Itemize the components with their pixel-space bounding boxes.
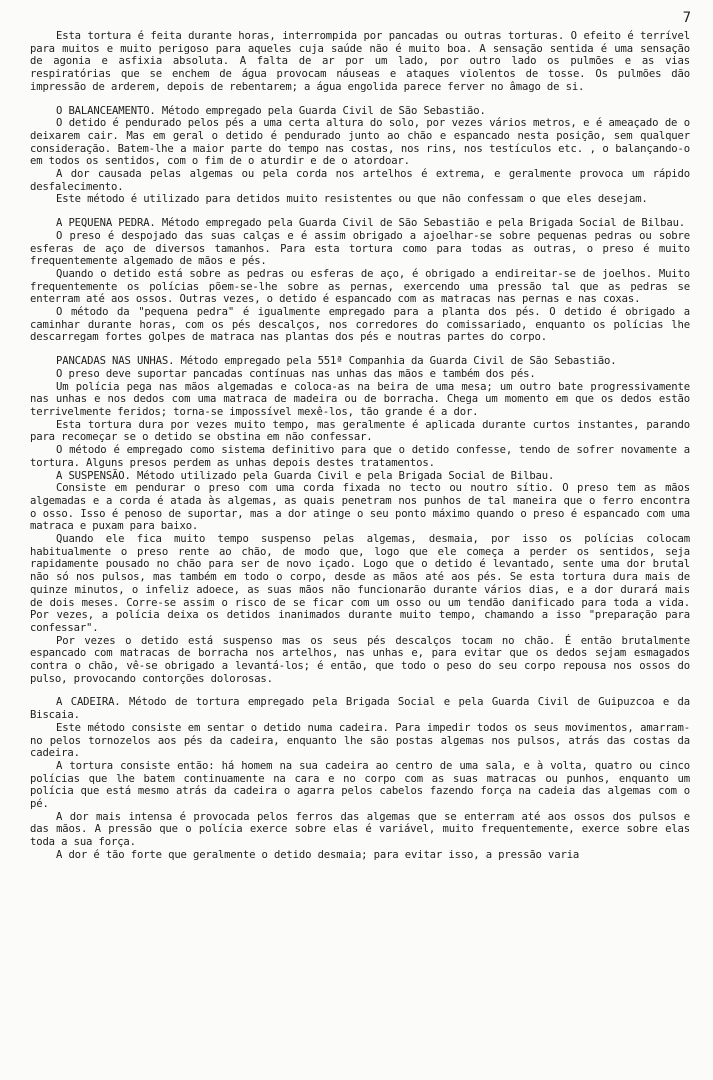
paragraph: Esta tortura dura por vezes muito tempo, mas geralmente é aplicada durante curtos instantes, parando para recomeçar se o detido se obstina em não confessar. xyxy=(30,418,690,444)
section-heading-cadeira: A CADEIRA. Método de tortura empregado pela Brigada Social e pela Guarda Civil de Guipuzcoa e da Biscaia. xyxy=(30,696,690,722)
paragraph: Um polícia pega nas mãos algemadas e coloca-as na beira de uma mesa; um outro bate progressivamente nas unhas e nos dedos com uma matraca de madeira ou de borracha. Chega um momento em que os dedos estão terrivelmente feridos; torna-se impossível mexê-los, tão grande é a dor. xyxy=(30,380,690,418)
paragraph: Quando ele fica muito tempo suspenso pelas algemas, desmaia, por isso os polícias colocam habitualmente o preso rente ao chão, de modo que, logo que ele começa a perder os sentidos, seja rapidamente pousado no chão para ser de novo içado. Logo que o detido é levantado, sente uma dor brutal não só nos pulsos, mas também em todo o corpo, desde as mãos até aos pés. Se esta tortura dura mais de quinze minutos, o infeliz adoece, as suas mãos não funcionarão durante vários dias, e a dor durará mais de dois meses. Corre-se assim o risco de se ficar com um osso ou um tendão danificado para toda a vida. Por vezes, a polícia deixa os detidos inanimados durante muito tempo, chamando a isso "preparação para confessar". xyxy=(30,533,690,634)
paragraph: Este método consiste em sentar o detido numa cadeira. Para impedir todos os seus movimentos, amarram-no pelos tornozelos aos pés da cadeira, enquanto lhe são postas algemas nos pulsos, atrás das costas da cadeira. xyxy=(30,721,690,760)
section-heading-pequena-pedra: A PEQUENA PEDRA. Método empregado pela Guarda Civil de São Sebastião e pela Brigada Social de Bilbau. xyxy=(56,217,686,230)
paragraph: A dor é tão forte que geralmente o detido desmaia; para evitar isso, a pressão varia xyxy=(56,848,580,861)
page-number: 7 xyxy=(682,10,691,26)
paragraph: Quando o detido está sobre as pedras ou esferas de aço, é obrigado a endireitar-se de joelhos. Muito frequentemente os polícias põem-se-lhe sobre as pernas, exercendo uma pressão tal que as pedras se enterram até aos ossos. Outras vezes, o detido é espancado com as matracas nas pernas e nas coxas. xyxy=(30,267,690,306)
paragraph: Consiste em pendurar o preso com uma corda fixada no tecto ou noutro sítio. O preso tem as mãos algemadas e a corda é atada às algemas, as quais penetram nos punhos de tal maneira que o ferro encontra o osso. Isso é penoso de suportar, mas a dor atinge o seu ponto máximo quando o preso é espancado com uma matraca e puxam para baixo. xyxy=(30,482,690,533)
document-body xyxy=(30,30,690,862)
paragraph: Este método é utilizado para detidos muito resistentes ou que não confessam o que eles desejam. xyxy=(56,193,648,206)
section-heading-balanceamento: O BALANCEAMENTO. Método empregado pela Guarda Civil de São Sebastião. xyxy=(56,104,486,117)
paragraph: A tortura consiste então: há homem na sua cadeira ao centro de uma sala, e à volta, quatro ou cinco polícias que lhe batem continuamente na cara e no corpo com as suas matracas ou punhos, enquanto um polícia que está mesmo atrás da cadeira o agarra pelos cabelos fazendo força na cadeia das algemas com o pé. xyxy=(30,759,690,811)
paragraph: O método é empregado como sistema definitivo para que o detido confesse, tendo de sofrer novamente a tortura. Alguns presos perdem as unhas depois destes tratamentos. xyxy=(30,444,690,469)
section-heading-suspensao: A SUSPENSÃO. Método utilizado pela Guarda Civil e pela Brigada Social de Bilbau. xyxy=(56,469,555,482)
paragraph: Esta tortura é feita durante horas, interrompida por pancadas ou outras torturas. O efeito é terrível para muitos e muito perigoso para aqueles cuja saúde não é muito boa. A sensação sentida é uma sensação de agonia e asfixia absoluta. A falta de ar por um lado, por outro lado os pulmões e as vias respiratórias que se enchem de água provocam náuseas e ataques violentos de tosse. Os pulmões dão impressão de arderem, depois de rebentarem; a água engolida parece ferver no âmago de si. xyxy=(30,30,690,93)
section-heading-pancadas-nas-unhas: PANCADAS NAS UNHAS. Método empregado pela 551ª Companhia da Guarda Civil de São Sebastião. xyxy=(56,355,617,368)
paragraph: O preso é despojado das suas calças e é assim obrigado a ajoelhar-se sobre pequenas pedras ou sobre esferas de aço de diversos tamanhos. Para esta tortura como para todas as outras, o preso é muito frequentemente algemado de mãos e pés. xyxy=(30,229,690,268)
paragraph: O método da "pequena pedra" é igualmente empregado para a planta dos pés. O detido é obrigado a caminhar durante horas, com os pés descalços, nos corredores do comissariado, enquanto os polícias lhe descarregam fortes golpes de matraca nas plantas dos pés e noutras partes do corpo. xyxy=(30,306,690,344)
paragraph: Por vezes o detido está suspenso mas os seus pés descalços tocam no chão. É então brutalmente espancado com matracas de borracha nos artelhos, nas unhas e, para evitar que os dedos sejam esmagados contra o chão, vê-se obrigado a levantá-los; é então, que todo o peso do seu corpo repousa nos ossos do pulso, provocando contorções dolorosas. xyxy=(30,634,690,685)
paragraph: A dor causada pelas algemas ou pela corda nos artelhos é extrema, e geralmente provoca um rápido desfalecimento. xyxy=(30,168,690,193)
paragraph: A dor mais intensa é provocada pelos ferros das algemas que se enterram até aos ossos dos pulsos e das mãos. A pressão que o polícia exerce sobre elas é variável, muito frequentemente, exerce sobre elas toda a sua força. xyxy=(30,810,690,849)
paragraph: O detido é pendurado pelos pés a uma certa altura do solo, por vezes vários metros, e é ameaçado de o deixarem cair. Mas em geral o detido é pendurado junto ao chão e espancado nesta posição, sem qualquer consideração. Batem-lhe a maior parte do tempo nas costas, nos rins, nos testículos etc. , o balançando-o em todos os sentidos, com o fim de o aturdir e de o atordoar. xyxy=(30,117,690,168)
paragraph: O preso deve suportar pancadas contínuas nas unhas das mãos e também dos pés. xyxy=(56,367,536,380)
